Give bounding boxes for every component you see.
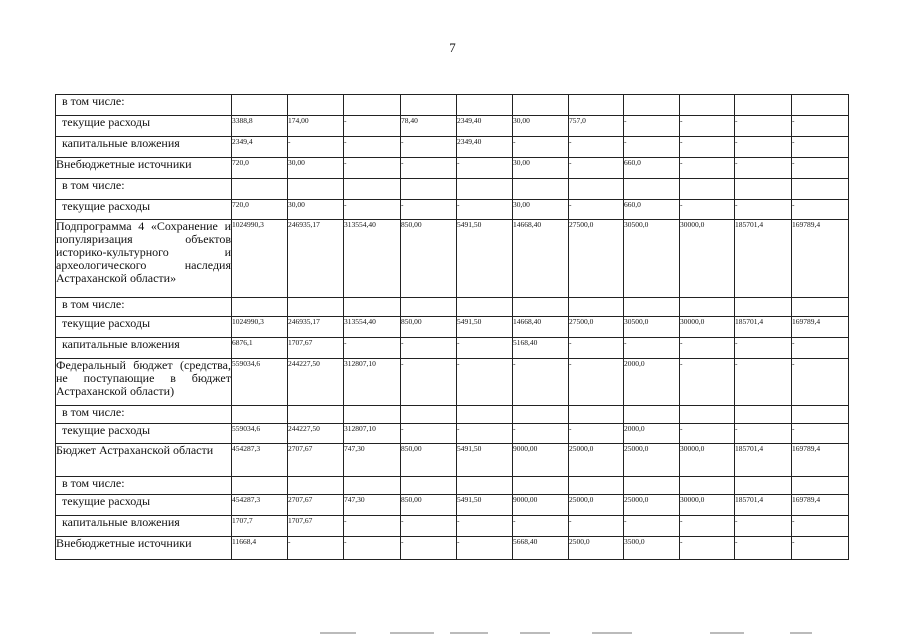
table-row xyxy=(56,298,849,317)
row-label: капитальные вложения xyxy=(56,516,232,537)
value-cell: 30000,0 xyxy=(680,444,735,477)
row-label: Федеральный бюджет (средства, не поступающие в бюджет Астраханской области) xyxy=(56,359,232,406)
value-cell xyxy=(344,406,401,424)
value-cell: - xyxy=(569,338,624,359)
value-cell: 185701,4 xyxy=(735,317,792,338)
value-cell: - xyxy=(344,158,401,179)
value-cell: 78,40 xyxy=(401,116,457,137)
value-cell: - xyxy=(401,158,457,179)
value-cell xyxy=(735,406,792,424)
value-cell: 11668,4 xyxy=(232,537,288,560)
value-cell: 30500,0 xyxy=(624,220,680,298)
value-cell: 246935,17 xyxy=(288,220,344,298)
value-cell: - xyxy=(792,200,849,220)
value-cell: - xyxy=(735,516,792,537)
value-cell: 30,00 xyxy=(513,158,569,179)
value-cell: - xyxy=(344,116,401,137)
row-label: в том числе: xyxy=(56,477,232,495)
value-cell: - xyxy=(680,516,735,537)
value-cell: - xyxy=(792,116,849,137)
value-cell: 850,00 xyxy=(401,220,457,298)
value-cell xyxy=(792,477,849,495)
value-cell: - xyxy=(680,137,735,158)
value-cell: - xyxy=(288,137,344,158)
value-cell: 454287,3 xyxy=(232,444,288,477)
value-cell: - xyxy=(344,516,401,537)
value-cell xyxy=(344,179,401,200)
row-label: Бюджет Астраханской области xyxy=(56,444,232,477)
value-cell: - xyxy=(344,537,401,560)
value-cell: 660,0 xyxy=(624,200,680,220)
value-cell: 313554,40 xyxy=(344,317,401,338)
value-cell: - xyxy=(735,116,792,137)
value-cell: - xyxy=(735,537,792,560)
value-cell xyxy=(344,95,401,116)
value-cell: 169789,4 xyxy=(792,495,849,516)
value-cell: - xyxy=(569,158,624,179)
value-cell xyxy=(401,406,457,424)
value-cell: 747,30 xyxy=(344,444,401,477)
value-cell: 30000,0 xyxy=(680,220,735,298)
row-label: Подпрограмма 4 «Сохранение и популяризация объектов историко-культурного и археологического наследия Астраханской области» xyxy=(56,220,232,298)
value-cell: - xyxy=(680,359,735,406)
value-cell: 1707,67 xyxy=(288,516,344,537)
value-cell xyxy=(735,179,792,200)
value-cell xyxy=(344,298,401,317)
value-cell: 3500,0 xyxy=(624,537,680,560)
bleed-through-marks xyxy=(320,632,840,635)
value-cell xyxy=(624,298,680,317)
value-cell: 312807,10 xyxy=(344,424,401,444)
budget-table xyxy=(55,94,849,560)
value-cell xyxy=(513,298,569,317)
value-cell: 25000,0 xyxy=(569,444,624,477)
value-cell xyxy=(735,477,792,495)
value-cell: 174,00 xyxy=(288,116,344,137)
value-cell xyxy=(401,298,457,317)
value-cell: 3388,8 xyxy=(232,116,288,137)
value-cell: - xyxy=(680,200,735,220)
value-cell: 5491,50 xyxy=(457,317,513,338)
value-cell: 25000,0 xyxy=(624,444,680,477)
row-label: текущие расходы xyxy=(56,424,232,444)
value-cell: 720,0 xyxy=(232,200,288,220)
value-cell: - xyxy=(624,516,680,537)
value-cell xyxy=(792,298,849,317)
value-cell: - xyxy=(569,200,624,220)
value-cell: - xyxy=(401,424,457,444)
value-cell: - xyxy=(401,516,457,537)
value-cell xyxy=(624,477,680,495)
value-cell: 454287,3 xyxy=(232,495,288,516)
value-cell: 6876,1 xyxy=(232,338,288,359)
value-cell: - xyxy=(680,116,735,137)
value-cell: - xyxy=(569,137,624,158)
value-cell: - xyxy=(457,338,513,359)
value-cell: - xyxy=(680,338,735,359)
value-cell: - xyxy=(288,537,344,560)
value-cell: - xyxy=(792,537,849,560)
row-label: Внебюджетные источники xyxy=(56,158,232,179)
value-cell xyxy=(569,95,624,116)
value-cell: 5168,40 xyxy=(513,338,569,359)
value-cell: - xyxy=(569,359,624,406)
table-row xyxy=(56,158,849,179)
value-cell: 9000,00 xyxy=(513,444,569,477)
value-cell xyxy=(401,477,457,495)
value-cell: 2349,40 xyxy=(457,116,513,137)
value-cell: - xyxy=(792,158,849,179)
value-cell: 169789,4 xyxy=(792,444,849,477)
value-cell xyxy=(792,406,849,424)
value-cell: - xyxy=(680,158,735,179)
value-cell: 720,0 xyxy=(232,158,288,179)
table-row xyxy=(56,200,849,220)
value-cell: 2500,0 xyxy=(569,537,624,560)
value-cell xyxy=(288,406,344,424)
value-cell: 1024990,3 xyxy=(232,317,288,338)
value-cell: 2000,0 xyxy=(624,359,680,406)
value-cell: - xyxy=(624,338,680,359)
row-label: в том числе: xyxy=(56,298,232,317)
value-cell: 747,30 xyxy=(344,495,401,516)
row-label: текущие расходы xyxy=(56,116,232,137)
value-cell: - xyxy=(457,516,513,537)
value-cell xyxy=(288,477,344,495)
value-cell: 5668,40 xyxy=(513,537,569,560)
value-cell: - xyxy=(401,359,457,406)
value-cell: - xyxy=(457,424,513,444)
value-cell xyxy=(288,298,344,317)
value-cell: 169789,4 xyxy=(792,317,849,338)
value-cell xyxy=(624,406,680,424)
value-cell xyxy=(569,477,624,495)
value-cell: 2349,4 xyxy=(232,137,288,158)
page-number: 7 xyxy=(449,40,456,55)
table-row xyxy=(56,516,849,537)
value-cell xyxy=(513,179,569,200)
row-label: капитальные вложения xyxy=(56,137,232,158)
value-cell: 850,00 xyxy=(401,317,457,338)
value-cell: 312807,10 xyxy=(344,359,401,406)
value-cell xyxy=(232,406,288,424)
table-row xyxy=(56,406,849,424)
value-cell: - xyxy=(457,158,513,179)
value-cell: - xyxy=(735,158,792,179)
value-cell: - xyxy=(401,200,457,220)
value-cell: - xyxy=(735,359,792,406)
value-cell: 1707,67 xyxy=(288,338,344,359)
value-cell: 14668,40 xyxy=(513,220,569,298)
value-cell xyxy=(457,179,513,200)
value-cell xyxy=(792,95,849,116)
value-cell: 559034,6 xyxy=(232,359,288,406)
value-cell: - xyxy=(344,137,401,158)
value-cell: - xyxy=(569,424,624,444)
value-cell: - xyxy=(792,359,849,406)
value-cell: 244227,50 xyxy=(288,359,344,406)
value-cell: - xyxy=(457,537,513,560)
value-cell: 9000,00 xyxy=(513,495,569,516)
value-cell xyxy=(457,95,513,116)
row-label: в том числе: xyxy=(56,179,232,200)
value-cell: 27500,0 xyxy=(569,220,624,298)
value-cell xyxy=(457,477,513,495)
value-cell xyxy=(792,179,849,200)
table-body xyxy=(56,95,849,560)
table-row xyxy=(56,116,849,137)
value-cell xyxy=(288,179,344,200)
value-cell: 185701,4 xyxy=(735,220,792,298)
value-cell: - xyxy=(792,338,849,359)
value-cell: 2349,40 xyxy=(457,137,513,158)
value-cell xyxy=(680,179,735,200)
value-cell xyxy=(232,179,288,200)
value-cell: - xyxy=(513,359,569,406)
value-cell xyxy=(569,179,624,200)
value-cell: 246935,17 xyxy=(288,317,344,338)
value-cell: 30,00 xyxy=(513,200,569,220)
value-cell xyxy=(232,477,288,495)
value-cell: 5491,50 xyxy=(457,444,513,477)
value-cell xyxy=(624,95,680,116)
row-label: Внебюджетные источники xyxy=(56,537,232,560)
value-cell: 30000,0 xyxy=(680,495,735,516)
value-cell: - xyxy=(344,338,401,359)
value-cell: 30,00 xyxy=(513,116,569,137)
value-cell: 559034,6 xyxy=(232,424,288,444)
value-cell: 27500,0 xyxy=(569,317,624,338)
value-cell: - xyxy=(792,516,849,537)
value-cell: 757,0 xyxy=(569,116,624,137)
value-cell: 169789,4 xyxy=(792,220,849,298)
value-cell: 185701,4 xyxy=(735,495,792,516)
value-cell: 30500,0 xyxy=(624,317,680,338)
table-row xyxy=(56,537,849,560)
value-cell: 313554,40 xyxy=(344,220,401,298)
row-label: в том числе: xyxy=(56,95,232,116)
row-label: текущие расходы xyxy=(56,495,232,516)
value-cell: 850,00 xyxy=(401,444,457,477)
value-cell: 1024990,3 xyxy=(232,220,288,298)
value-cell: - xyxy=(513,516,569,537)
value-cell: 25000,0 xyxy=(569,495,624,516)
table-row xyxy=(56,477,849,495)
value-cell: - xyxy=(513,424,569,444)
value-cell: - xyxy=(401,137,457,158)
value-cell: - xyxy=(457,200,513,220)
value-cell: - xyxy=(513,137,569,158)
table-row xyxy=(56,137,849,158)
value-cell xyxy=(735,95,792,116)
value-cell: - xyxy=(792,424,849,444)
value-cell xyxy=(401,95,457,116)
table-row xyxy=(56,495,849,516)
value-cell xyxy=(513,477,569,495)
value-cell xyxy=(457,406,513,424)
value-cell xyxy=(624,179,680,200)
value-cell: 244227,50 xyxy=(288,424,344,444)
value-cell xyxy=(569,298,624,317)
value-cell: 185701,4 xyxy=(735,444,792,477)
value-cell: - xyxy=(735,200,792,220)
table-row xyxy=(56,220,849,298)
value-cell: - xyxy=(624,116,680,137)
row-label: текущие расходы xyxy=(56,200,232,220)
table-row xyxy=(56,444,849,477)
value-cell: - xyxy=(735,338,792,359)
table-row xyxy=(56,95,849,116)
value-cell xyxy=(680,477,735,495)
value-cell: - xyxy=(680,537,735,560)
value-cell: - xyxy=(569,516,624,537)
value-cell xyxy=(457,298,513,317)
value-cell xyxy=(680,95,735,116)
value-cell: 660,0 xyxy=(624,158,680,179)
value-cell xyxy=(513,95,569,116)
value-cell: 1707,7 xyxy=(232,516,288,537)
value-cell: - xyxy=(344,200,401,220)
value-cell: - xyxy=(457,359,513,406)
value-cell xyxy=(735,298,792,317)
table-row xyxy=(56,424,849,444)
value-cell xyxy=(232,95,288,116)
value-cell xyxy=(569,406,624,424)
value-cell xyxy=(288,95,344,116)
value-cell xyxy=(344,477,401,495)
row-label: в том числе: xyxy=(56,406,232,424)
table-row xyxy=(56,317,849,338)
row-label: капитальные вложения xyxy=(56,338,232,359)
value-cell: - xyxy=(735,424,792,444)
value-cell: - xyxy=(680,424,735,444)
value-cell: 2707,67 xyxy=(288,495,344,516)
value-cell xyxy=(680,406,735,424)
value-cell: 14668,40 xyxy=(513,317,569,338)
value-cell: 2707,67 xyxy=(288,444,344,477)
value-cell: 5491,50 xyxy=(457,495,513,516)
value-cell: 25000,0 xyxy=(624,495,680,516)
value-cell xyxy=(232,298,288,317)
table-row xyxy=(56,359,849,406)
value-cell: 30000,0 xyxy=(680,317,735,338)
value-cell: - xyxy=(792,137,849,158)
value-cell: - xyxy=(401,537,457,560)
value-cell: 2000,0 xyxy=(624,424,680,444)
value-cell: 30,00 xyxy=(288,200,344,220)
table-row xyxy=(56,179,849,200)
value-cell: - xyxy=(624,137,680,158)
value-cell: 5491,50 xyxy=(457,220,513,298)
value-cell xyxy=(401,179,457,200)
row-label: текущие расходы xyxy=(56,317,232,338)
value-cell: 30,00 xyxy=(288,158,344,179)
value-cell xyxy=(513,406,569,424)
value-cell: - xyxy=(735,137,792,158)
value-cell: 850,00 xyxy=(401,495,457,516)
table-row xyxy=(56,338,849,359)
value-cell xyxy=(680,298,735,317)
value-cell: - xyxy=(401,338,457,359)
